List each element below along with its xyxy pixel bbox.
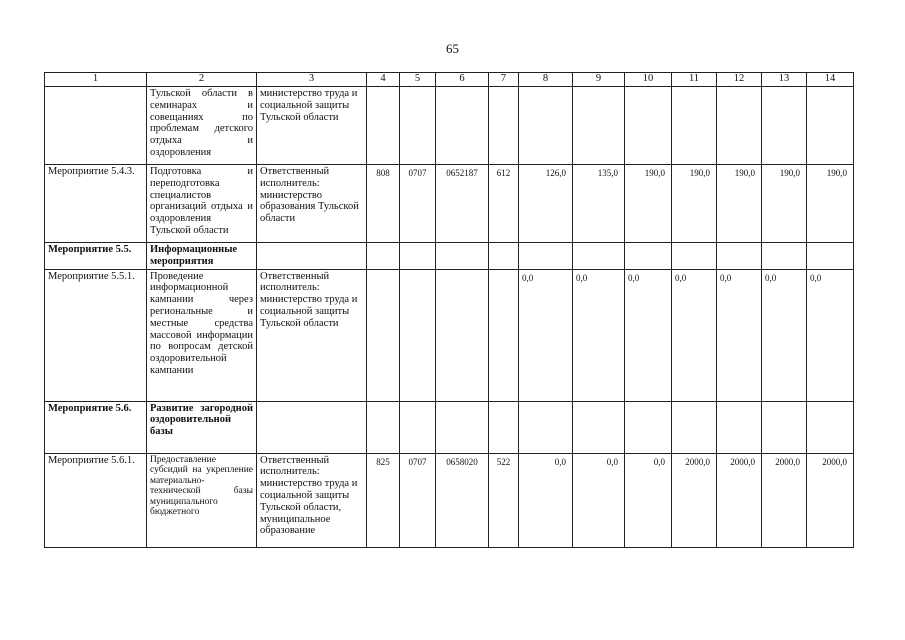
table-cell: 0,0 bbox=[807, 269, 854, 401]
column-header: 7 bbox=[489, 73, 519, 87]
table-cell: Мероприятие 5.4.3. bbox=[45, 165, 147, 243]
table-row bbox=[45, 401, 854, 453]
column-header: 11 bbox=[672, 73, 717, 87]
table-cell: Ответственный исполнитель: министерство труда и социальной защиты Тульской области bbox=[257, 269, 367, 401]
table-cell: 0,0 bbox=[762, 269, 807, 401]
table-row bbox=[45, 453, 854, 547]
table-cell: 190,0 bbox=[762, 165, 807, 243]
table-cell bbox=[717, 243, 762, 270]
table-cell bbox=[717, 87, 762, 165]
table-cell bbox=[400, 401, 436, 453]
table-cell: Мероприятие 5.6.1. bbox=[45, 453, 147, 547]
table-cell bbox=[367, 87, 400, 165]
table-cell bbox=[625, 401, 672, 453]
table-cell bbox=[807, 87, 854, 165]
table-cell bbox=[807, 401, 854, 453]
table-cell bbox=[573, 243, 625, 270]
table-cell: 190,0 bbox=[807, 165, 854, 243]
table-cell bbox=[573, 87, 625, 165]
table-cell bbox=[519, 401, 573, 453]
column-header: 4 bbox=[367, 73, 400, 87]
table-cell: 0658020 bbox=[436, 453, 489, 547]
table-cell: Предоставление субсидий на укрепление материально-технической базы муниципального бюджетного bbox=[147, 453, 257, 547]
table-cell: 2000,0 bbox=[717, 453, 762, 547]
table-cell: 0,0 bbox=[519, 453, 573, 547]
table-cell: 808 bbox=[367, 165, 400, 243]
table-cell: Мероприятие 5.6. bbox=[45, 401, 147, 453]
program-table bbox=[44, 72, 854, 548]
table-cell: Ответственный исполнитель: министерство образования Тульской области bbox=[257, 165, 367, 243]
table-cell bbox=[717, 401, 762, 453]
header-row bbox=[45, 73, 854, 87]
page-number: 65 bbox=[446, 41, 459, 56]
column-header: 1 bbox=[45, 73, 147, 87]
table-cell bbox=[625, 243, 672, 270]
table-cell bbox=[436, 269, 489, 401]
table-cell bbox=[400, 87, 436, 165]
table-cell: Информационные мероприятия bbox=[147, 243, 257, 270]
table-row bbox=[45, 87, 854, 165]
table-cell bbox=[489, 269, 519, 401]
table-cell bbox=[436, 87, 489, 165]
table-cell: 190,0 bbox=[717, 165, 762, 243]
table-cell: 190,0 bbox=[672, 165, 717, 243]
column-header: 14 bbox=[807, 73, 854, 87]
table-cell bbox=[400, 243, 436, 270]
table-cell: 0,0 bbox=[717, 269, 762, 401]
table-cell: 190,0 bbox=[625, 165, 672, 243]
column-header: 9 bbox=[573, 73, 625, 87]
table-cell bbox=[519, 87, 573, 165]
table-cell: 135,0 bbox=[573, 165, 625, 243]
table-cell bbox=[625, 87, 672, 165]
table-row bbox=[45, 165, 854, 243]
table-cell: Подготовка и переподготовка специалистов организаций отдыха и оздоровления Тульской области bbox=[147, 165, 257, 243]
table-cell: Проведение информационной кампании через региональные и местные средства массовой информации по вопросам детской оздоровительной кампании bbox=[147, 269, 257, 401]
table-cell bbox=[257, 401, 367, 453]
table-cell bbox=[400, 269, 436, 401]
table-cell: 0707 bbox=[400, 453, 436, 547]
table-cell: 0,0 bbox=[519, 269, 573, 401]
column-header: 6 bbox=[436, 73, 489, 87]
table-cell bbox=[45, 87, 147, 165]
table-cell bbox=[489, 87, 519, 165]
table-row bbox=[45, 243, 854, 270]
table-cell: 0707 bbox=[400, 165, 436, 243]
table-cell bbox=[367, 269, 400, 401]
table-cell: 0,0 bbox=[625, 269, 672, 401]
column-header: 12 bbox=[717, 73, 762, 87]
table-cell bbox=[436, 243, 489, 270]
column-header: 3 bbox=[257, 73, 367, 87]
table-cell bbox=[489, 243, 519, 270]
table-cell: 0,0 bbox=[625, 453, 672, 547]
column-header: 5 bbox=[400, 73, 436, 87]
table-cell bbox=[367, 401, 400, 453]
table-cell bbox=[367, 243, 400, 270]
table-cell: 825 bbox=[367, 453, 400, 547]
table-cell: Развитие загородной оздоровительной базы bbox=[147, 401, 257, 453]
table-cell: 2000,0 bbox=[807, 453, 854, 547]
table-cell bbox=[672, 401, 717, 453]
table-cell: министерство труда и социальной защиты Тульской области bbox=[257, 87, 367, 165]
table-cell: 0,0 bbox=[573, 269, 625, 401]
table-cell bbox=[762, 87, 807, 165]
table-cell: 2000,0 bbox=[762, 453, 807, 547]
table-cell: 0652187 bbox=[436, 165, 489, 243]
column-header: 8 bbox=[519, 73, 573, 87]
table-cell bbox=[762, 243, 807, 270]
table-cell: Мероприятие 5.5.1. bbox=[45, 269, 147, 401]
table-cell: 0,0 bbox=[672, 269, 717, 401]
column-header: 2 bbox=[147, 73, 257, 87]
table-cell bbox=[807, 243, 854, 270]
column-header: 10 bbox=[625, 73, 672, 87]
table-cell: Мероприятие 5.5. bbox=[45, 243, 147, 270]
table-cell bbox=[573, 401, 625, 453]
table-cell: 612 bbox=[489, 165, 519, 243]
table-row bbox=[45, 269, 854, 401]
table-cell bbox=[672, 87, 717, 165]
table-cell bbox=[762, 401, 807, 453]
table-cell: Тульской области в семинарах и совещаниях по проблемам детского отдыха и оздоровления bbox=[147, 87, 257, 165]
table-cell bbox=[672, 243, 717, 270]
table-cell: 522 bbox=[489, 453, 519, 547]
table-cell bbox=[519, 243, 573, 270]
table-cell: 126,0 bbox=[519, 165, 573, 243]
column-header: 13 bbox=[762, 73, 807, 87]
table-cell bbox=[489, 401, 519, 453]
table-cell: Ответственный исполнитель: министерство труда и социальной защиты Тульской области, муниципальное образование bbox=[257, 453, 367, 547]
table-cell: 2000,0 bbox=[672, 453, 717, 547]
table-cell: 0,0 bbox=[573, 453, 625, 547]
table-cell bbox=[257, 243, 367, 270]
table-cell bbox=[436, 401, 489, 453]
